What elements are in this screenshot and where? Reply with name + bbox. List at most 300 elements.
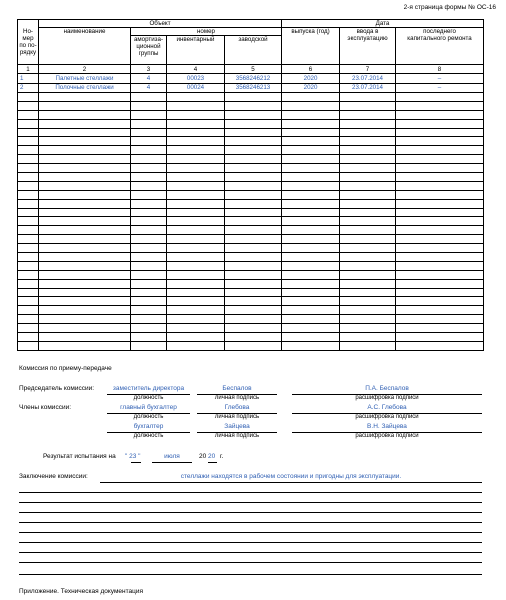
table-cell-empty (225, 341, 282, 350)
table-cell-empty (18, 279, 39, 288)
caption-position: должность (133, 433, 164, 439)
table-row-empty (18, 128, 484, 137)
table-cell-empty (282, 270, 340, 279)
table-cell-empty (18, 235, 39, 244)
table-cell-empty (131, 110, 167, 119)
table-cell-empty (396, 199, 484, 208)
table-cell-empty (167, 119, 225, 128)
table-cell-empty (225, 190, 282, 199)
caption-signature: личная подпись (214, 414, 260, 420)
member-position: бухгалтер (133, 423, 164, 430)
table-cell-empty (225, 173, 282, 182)
table-cell-empty (131, 128, 167, 137)
table-cell-empty (18, 270, 39, 279)
table-row-empty (18, 261, 484, 270)
table-cell-empty (39, 341, 131, 350)
col-number: 3 (131, 65, 167, 74)
row-amort: 4 (131, 83, 167, 93)
table-row-empty (18, 155, 484, 164)
conclusion-blank-line (19, 532, 482, 533)
table-cell-empty (131, 181, 167, 190)
chairman-decode: П.А. Беспалов (365, 385, 409, 392)
table-cell-empty (39, 110, 131, 119)
table-cell-empty (396, 146, 484, 155)
table-cell-empty (18, 137, 39, 146)
conclusion-blank-line (19, 512, 482, 513)
table-row (18, 83, 484, 93)
table-cell-empty (18, 333, 39, 342)
table-cell-empty (167, 101, 225, 110)
table-cell-empty (340, 208, 396, 217)
table-cell-empty (225, 181, 282, 190)
table-row-empty (18, 137, 484, 146)
row-commission-date: 23.07.2014 (340, 83, 396, 93)
table-row-empty (18, 235, 484, 244)
table-cell-empty (18, 181, 39, 190)
table-cell-empty (131, 297, 167, 306)
table-row-empty (18, 270, 484, 279)
table-cell-empty (396, 128, 484, 137)
table-cell-empty (340, 199, 396, 208)
form-reference: 2-я страница формы № ОС-16 (403, 4, 496, 11)
table-cell-empty (225, 226, 282, 235)
table-cell-empty (340, 341, 396, 350)
table-cell-empty (396, 93, 484, 102)
table-cell-empty (167, 164, 225, 173)
table-row-empty (18, 279, 484, 288)
test-month: июля (164, 453, 180, 460)
table-cell-empty (18, 217, 39, 226)
table-row-empty (18, 164, 484, 173)
table-row-empty (18, 173, 484, 182)
table-cell-empty (340, 279, 396, 288)
table-cell-empty (18, 341, 39, 350)
commission-title: Комиссия по приему-передаче (19, 365, 112, 372)
table-cell-empty (18, 101, 39, 110)
table-cell-empty (167, 146, 225, 155)
table-cell-empty (131, 199, 167, 208)
table-cell-empty (282, 306, 340, 315)
table-cell-empty (18, 119, 39, 128)
row-release: 2020 (282, 83, 340, 93)
table-cell-empty (396, 270, 484, 279)
table-cell-empty (396, 333, 484, 342)
table-cell-empty (167, 315, 225, 324)
table-cell-empty (396, 164, 484, 173)
table-cell-empty (39, 164, 131, 173)
row-number: 1 (18, 74, 39, 84)
table-cell-empty (225, 235, 282, 244)
table-cell-empty (340, 261, 396, 270)
table-cell-empty (167, 173, 225, 182)
row-factory: 3568246212 (225, 74, 282, 84)
table-cell-empty (39, 217, 131, 226)
col-number: 1 (18, 65, 39, 74)
table-cell-empty (225, 110, 282, 119)
caption-position: должность (133, 414, 164, 420)
table-cell-empty (131, 324, 167, 333)
col-number: 5 (225, 65, 282, 74)
table-row-empty (18, 297, 484, 306)
table-cell-empty (39, 93, 131, 102)
table-row-empty (18, 199, 484, 208)
col-number: 4 (167, 65, 225, 74)
table-cell-empty (39, 181, 131, 190)
table-cell-empty (167, 199, 225, 208)
table-cell-empty (282, 110, 340, 119)
table-cell-empty (39, 155, 131, 164)
table-cell-empty (167, 288, 225, 297)
table-cell-empty (225, 270, 282, 279)
month-line (152, 462, 192, 463)
table-cell-empty (396, 261, 484, 270)
table-cell-empty (131, 119, 167, 128)
table-cell-empty (340, 155, 396, 164)
members-label: Члены комиссии: (19, 404, 72, 411)
table-cell-empty (282, 146, 340, 155)
conclusion-label: Заключение комиссии: (19, 473, 88, 480)
row-amort: 4 (131, 74, 167, 84)
table-cell-empty (167, 208, 225, 217)
table-row (18, 74, 484, 84)
table-cell-empty (396, 288, 484, 297)
table-cell-empty (340, 146, 396, 155)
table-cell-empty (167, 93, 225, 102)
table-cell-empty (225, 199, 282, 208)
chairman-position: заместитель директора (112, 385, 185, 392)
table-row-empty (18, 315, 484, 324)
conclusion-blank-line (19, 574, 482, 575)
appendix-label: Приложение. Техническая документация (19, 588, 144, 595)
table-cell-empty (282, 101, 340, 110)
table-cell-empty (39, 306, 131, 315)
table-cell-empty (396, 341, 484, 350)
table-cell-empty (340, 244, 396, 253)
table-cell-empty (167, 324, 225, 333)
table-cell-empty (39, 279, 131, 288)
table-cell-empty (131, 190, 167, 199)
table-cell-empty (131, 253, 167, 262)
table-cell-empty (396, 119, 484, 128)
table-cell-empty (396, 297, 484, 306)
table-cell-empty (396, 101, 484, 110)
table-cell-empty (131, 261, 167, 270)
table-cell-empty (282, 279, 340, 288)
table-row-empty (18, 253, 484, 262)
table-cell-empty (282, 333, 340, 342)
table-cell-empty (167, 155, 225, 164)
table-row-empty (18, 244, 484, 253)
table-cell-empty (167, 279, 225, 288)
conclusion-blank-line (19, 492, 482, 493)
table-cell-empty (396, 253, 484, 262)
fixed-assets-table (17, 19, 484, 351)
header-nomer: номер (131, 28, 282, 36)
table-cell-empty (39, 128, 131, 137)
table-cell-empty (18, 173, 39, 182)
table-cell-empty (131, 235, 167, 244)
table-cell-empty (396, 279, 484, 288)
table-cell-empty (131, 279, 167, 288)
table-cell-empty (225, 315, 282, 324)
table-row-empty (18, 119, 484, 128)
table-cell-empty (167, 181, 225, 190)
table-cell-empty (167, 306, 225, 315)
table-cell-empty (282, 164, 340, 173)
table-row-empty (18, 146, 484, 155)
table-cell-empty (167, 297, 225, 306)
table-cell-empty (167, 137, 225, 146)
row-inventory: 00024 (167, 83, 225, 93)
header-date: Дата (282, 20, 484, 28)
conclusion-blank-line (19, 522, 482, 523)
member-signature: Зайцева (224, 423, 250, 430)
table-cell-empty (282, 235, 340, 244)
table-cell-empty (39, 119, 131, 128)
header-object: Объект (39, 20, 282, 28)
table-cell-empty (282, 155, 340, 164)
table-cell-empty (340, 288, 396, 297)
table-cell-empty (225, 306, 282, 315)
table-cell-empty (131, 341, 167, 350)
table-cell-empty (18, 93, 39, 102)
table-cell-empty (340, 137, 396, 146)
table-cell-empty (39, 173, 131, 182)
table-cell-empty (131, 226, 167, 235)
member-signature: Глебова (224, 404, 250, 411)
year-line (208, 462, 217, 463)
conclusion-text: стеллажи находятся в рабочем состоянии и пригодны для эксплуатации. (180, 473, 402, 480)
table-cell-empty (282, 288, 340, 297)
row-factory: 3568246213 (225, 83, 282, 93)
table-cell-empty (225, 288, 282, 297)
table-cell-empty (396, 324, 484, 333)
table-cell-empty (167, 226, 225, 235)
table-cell-empty (225, 253, 282, 262)
table-cell-empty (131, 306, 167, 315)
table-cell-empty (18, 297, 39, 306)
table-row-empty (18, 208, 484, 217)
header-name: наименование (39, 28, 131, 65)
table-cell-empty (282, 297, 340, 306)
table-cell-empty (18, 306, 39, 315)
table-cell-empty (282, 226, 340, 235)
table-cell-empty (131, 155, 167, 164)
table-cell-empty (167, 244, 225, 253)
table-cell-empty (396, 226, 484, 235)
table-cell-empty (282, 199, 340, 208)
table-cell-empty (225, 297, 282, 306)
row-commission-date: 23.07.2014 (340, 74, 396, 84)
table-cell-empty (131, 270, 167, 279)
row-name: Полочные стеллажи (39, 83, 131, 93)
table-cell-empty (18, 253, 39, 262)
table-cell-empty (131, 164, 167, 173)
table-cell-empty (225, 119, 282, 128)
table-cell-empty (167, 110, 225, 119)
table-cell-empty (340, 270, 396, 279)
table-cell-empty (396, 208, 484, 217)
table-cell-empty (39, 297, 131, 306)
table-cell-empty (396, 173, 484, 182)
table-cell-empty (131, 244, 167, 253)
table-cell-empty (18, 190, 39, 199)
table-cell-empty (39, 146, 131, 155)
table-cell-empty (340, 235, 396, 244)
table-cell-empty (282, 315, 340, 324)
table-cell-empty (282, 244, 340, 253)
table-cell-empty (225, 101, 282, 110)
header-factory: заводской (225, 36, 282, 65)
table-cell-empty (39, 333, 131, 342)
member-decode: А.С. Глебова (367, 404, 407, 411)
col-number: 2 (39, 65, 131, 74)
table-cell-empty (18, 110, 39, 119)
header-amort-group: амортиза- ционной группы (131, 36, 167, 65)
table-cell-empty (39, 199, 131, 208)
conclusion-blank-line (19, 502, 482, 503)
chairman-label: Председатель комиссии: (19, 385, 95, 392)
table-cell-empty (340, 217, 396, 226)
table-cell-empty (225, 244, 282, 253)
table-row-empty (18, 341, 484, 350)
table-cell-empty (131, 101, 167, 110)
table-cell-empty (18, 208, 39, 217)
table-cell-empty (396, 110, 484, 119)
table-cell-empty (396, 217, 484, 226)
table-cell-empty (282, 217, 340, 226)
table-cell-empty (131, 208, 167, 217)
table-cell-empty (282, 190, 340, 199)
table-cell-empty (282, 253, 340, 262)
table-cell-empty (167, 341, 225, 350)
table-cell-empty (340, 164, 396, 173)
day-line (131, 462, 141, 463)
conclusion-blank-line (19, 562, 482, 563)
table-cell-empty (340, 173, 396, 182)
table-cell-empty (225, 128, 282, 137)
table-cell-empty (131, 333, 167, 342)
table-cell-empty (131, 288, 167, 297)
table-cell-empty (340, 253, 396, 262)
table-row-empty (18, 181, 484, 190)
test-year-suffix: 20 (208, 453, 216, 460)
table-cell-empty (18, 128, 39, 137)
conclusion-blank-line (19, 552, 482, 553)
table-cell-empty (18, 199, 39, 208)
table-cell-empty (39, 253, 131, 262)
col-number: 6 (282, 65, 340, 74)
table-row-empty (18, 101, 484, 110)
caption-decode: расшифровка подписи (355, 395, 419, 401)
table-cell-empty (18, 244, 39, 253)
table-cell-empty (39, 208, 131, 217)
table-cell-empty (39, 324, 131, 333)
table-cell-empty (340, 297, 396, 306)
table-cell-empty (225, 279, 282, 288)
table-cell-empty (39, 288, 131, 297)
caption-position: должность (133, 395, 164, 401)
header-inventory: инвентарный (167, 36, 225, 65)
table-row-empty (18, 324, 484, 333)
member-decode: В.Н. Зайцева (367, 423, 407, 430)
row-repair: – (396, 83, 484, 93)
table-cell-empty (131, 315, 167, 324)
table-cell-empty (340, 324, 396, 333)
table-cell-empty (18, 315, 39, 324)
table-cell-empty (396, 190, 484, 199)
table-cell-empty (18, 324, 39, 333)
table-cell-empty (340, 190, 396, 199)
table-cell-empty (18, 261, 39, 270)
row-release: 2020 (282, 74, 340, 84)
conclusion-blank-line (19, 542, 482, 543)
table-cell-empty (396, 137, 484, 146)
table-cell-empty (282, 341, 340, 350)
table-cell-empty (39, 235, 131, 244)
table-cell-empty (282, 181, 340, 190)
table-cell-empty (225, 208, 282, 217)
table-cell-empty (340, 110, 396, 119)
table-cell-empty (225, 333, 282, 342)
table-cell-empty (282, 128, 340, 137)
table-cell-empty (282, 208, 340, 217)
table-cell-empty (282, 119, 340, 128)
table-row-empty (18, 217, 484, 226)
table-cell-empty (396, 306, 484, 315)
table-cell-empty (167, 235, 225, 244)
table-cell-empty (39, 270, 131, 279)
table-row-empty (18, 226, 484, 235)
table-cell-empty (282, 324, 340, 333)
table-row-empty (18, 93, 484, 102)
test-day: " 23 " (125, 453, 141, 460)
row-name: Палетные стеллажи (39, 74, 131, 84)
table-cell-empty (131, 173, 167, 182)
col-number: 8 (396, 65, 484, 74)
table-cell-empty (39, 244, 131, 253)
member-position: главный бухгалтер (120, 404, 177, 411)
table-cell-empty (18, 288, 39, 297)
table-cell-empty (282, 173, 340, 182)
table-cell-empty (39, 137, 131, 146)
table-cell-empty (167, 253, 225, 262)
test-year-unit: г. (220, 453, 224, 460)
table-cell-empty (39, 190, 131, 199)
table-cell-empty (39, 315, 131, 324)
header-number: Но- мер по по- рядку (18, 20, 39, 65)
table-cell-empty (167, 128, 225, 137)
table-cell-empty (18, 155, 39, 164)
table-cell-empty (18, 146, 39, 155)
table-cell-empty (340, 181, 396, 190)
table-cell-empty (396, 235, 484, 244)
table-cell-empty (131, 137, 167, 146)
caption-decode: расшифровка подписи (355, 414, 419, 420)
test-year-prefix: 20 (199, 453, 207, 460)
table-cell-empty (167, 333, 225, 342)
header-repair-date: последнего капитального ремонта (396, 28, 484, 65)
table-cell-empty (282, 261, 340, 270)
table-cell-empty (396, 315, 484, 324)
caption-decode: расшифровка подписи (355, 433, 419, 439)
table-cell-empty (167, 190, 225, 199)
column-numbers-row (18, 65, 484, 74)
table-cell-empty (225, 324, 282, 333)
table-cell-empty (340, 333, 396, 342)
table-cell-empty (282, 93, 340, 102)
table-cell-empty (18, 164, 39, 173)
